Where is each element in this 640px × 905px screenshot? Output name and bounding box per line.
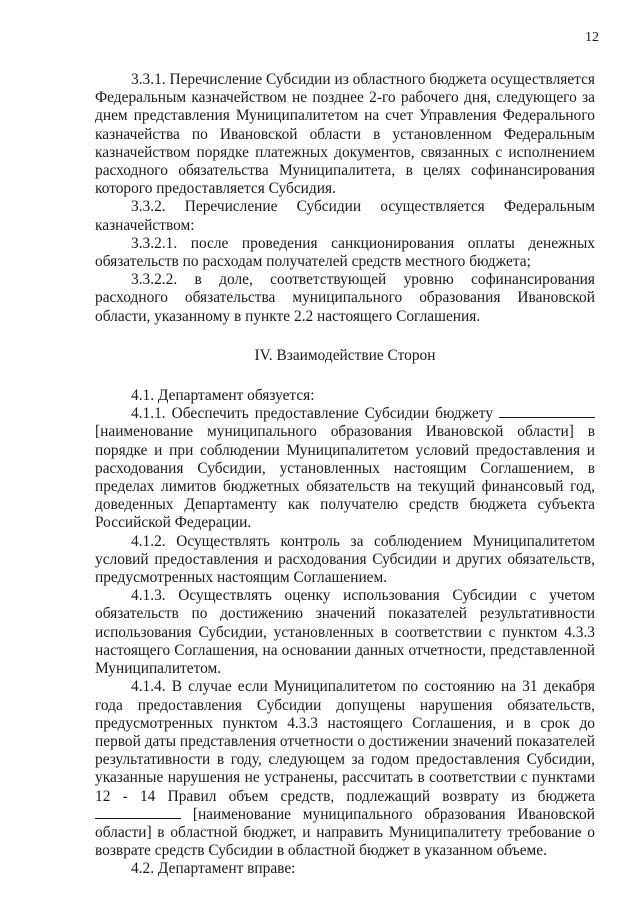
blank-line xyxy=(95,806,181,819)
page-number: 12 xyxy=(585,30,599,45)
paragraph-4-1-3: 4.1.3. Осуществлять оценку использования Субсидии с учетом обязательств по достижению значений показателей результативности использования Субсидии, установленных в соответствии с пунктом 4.3.3 настоящего Соглашения, на основании данных отчетности, представленной Муниципалитетом. xyxy=(95,587,595,678)
paragraph-3-3-2-2: 3.3.2.2. в доле, соответствующей уровню софинансирования расходного обязательства муниципального образования Ивановской области, указанному в пункте 2.2 настоящего Соглашения. xyxy=(95,271,595,325)
paragraph-3-3-1: 3.3.1. Перечисление Субсидии из областного бюджета осуществляется Федеральным казначейством не позднее 2-го рабочего дня, следующего за днем представления Муниципалитетом на счет Управления Федерального казначейства по Ивановской области в установленном Федеральным казначейством порядке платежных документов, связанных с исполнением расходного обязательства Муниципалитета, в целях софинансирования которого предоставляется Субсидия. xyxy=(95,71,595,198)
paragraph-4-1-1 xyxy=(95,405,595,532)
paragraph-4-2: 4.2. Департамент вправе: xyxy=(131,860,296,878)
blank-line xyxy=(499,405,595,418)
paragraph-3-3-2-1: 3.3.2.1. после проведения санкционирования оплаты денежных обязательств по расходам получателей средств местного бюджета; xyxy=(95,234,595,271)
paragraph-4-1-4-start: 4.1.4. В случае если Муниципалитетом по состоянию на 31 декабря года предоставления Субсидии допущены нарушения обязательств, предусмотренных пунктом 4.3.3 настоящего Соглашения, и в срок до первой даты представления отчетности о достижении значений показателей результативности в году, следующем за годом предоставления Субсидии, указанные нарушения не устранены, рассчитать в соответствии с пунктами 12 - 14 Правил объем средств, подлежащий возврату из бюджета xyxy=(95,678,595,805)
paragraph-4-1: 4.1. Департамент обязуется: xyxy=(131,387,315,405)
paragraph-4-1-2: 4.1.2. Осуществлять контроль за соблюдением Муниципалитетом условий предоставления и расходования Субсидии и других обязательств, предусмотренных настоящим Соглашением. xyxy=(95,532,595,587)
section-heading: IV. Взаимодействие Сторон xyxy=(254,346,436,364)
paragraph-4-1-4 xyxy=(95,678,595,860)
paragraph-4-1-4-end: [наименование муниципального образования Ивановской области] в областной бюджет, и направить Муниципалитету требование о возврате средств Субсидии в областной бюджет в указанном объеме. xyxy=(95,805,595,860)
paragraph-4-1-1-end: [наименование муниципального образования Ивановской области] в порядке и при соблюдении Муниципалитетом условий предоставления и расходования Субсидии, установленных настоящим Соглашением, в пределах лимитов бюджетных обязательств на текущий финансовый год, доведенных Департаменту как получателю средств бюджета субъекта Российской Федерации. xyxy=(95,423,595,532)
paragraph-4-1-1-start: 4.1.1. Обеспечить предоставление Субсидии бюджету xyxy=(131,405,494,423)
paragraph-3-3-2: 3.3.2. Перечисление Субсидии осуществляется Федеральным казначейством: xyxy=(95,198,595,234)
document-body xyxy=(95,71,595,879)
